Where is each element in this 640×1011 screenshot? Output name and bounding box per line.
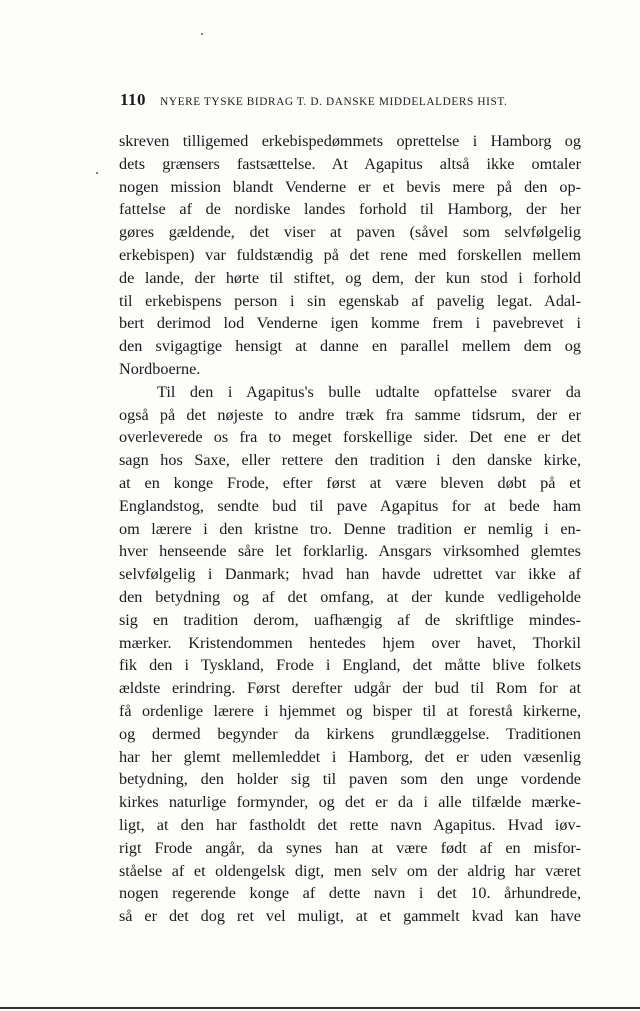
text-line: også på det nøjeste to andre træk fra samme tidsrum, der er <box>119 405 581 424</box>
paragraph <box>119 381 581 928</box>
text-line: dets grænsers fastsættelse. At Agapitus altså ikke omtaler <box>119 154 581 173</box>
running-title: NYERE TYSKE BIDRAG T. D. DANSKE MIDDELALDERS HIST. <box>160 96 508 108</box>
text-line: fik den i Tyskland, Frode i England, det måtte blive folkets <box>119 656 581 675</box>
text-line: sig en tradition derom, uafhængig af de skriftlige mindes- <box>119 610 581 629</box>
text-line: få ordenlige lærere i hjemmet og bisper til at forestå kirkerne, <box>119 701 581 720</box>
text-line: skreven tilligemed erkebispedømmets oprettelse i Hamborg og <box>119 132 581 150</box>
text-line: overleverede os fra to meget forskellige sider. Det ene er det <box>119 428 581 447</box>
text-line: og dermed begynder da kirkens grundlæggelse. Traditionen <box>119 724 581 743</box>
page-number: 110 <box>120 90 147 109</box>
text-line: de lande, der hørte til stiftet, og dem, der kun stod i forhold <box>119 268 581 287</box>
text-line: hver henseende såre let forklarlig. Ansgars virksomhed glemtes <box>119 542 581 561</box>
text-line: bert derimod lod Venderne igen komme frem i pavebrevet i <box>119 314 581 333</box>
print-speck <box>96 172 98 174</box>
text-line: om lærere i den kristne tro. Denne tradition er nemlig i en- <box>119 519 581 538</box>
text-line: den betydning og af det omfang, at der kunde vedligeholde <box>119 587 581 606</box>
scan-edge <box>0 1007 640 1009</box>
text-line: nogen mission blandt Venderne er et bevis mere på den op- <box>119 177 581 196</box>
text-line: så er det dog ret vel muligt, at et gammelt kvad kan have <box>119 907 581 926</box>
text-line: betydning, den holder sig til paven som den unge vordende <box>119 770 581 789</box>
text-line: ståelse af et oldengelsk digt, men selv om der aldrig har været <box>119 861 581 880</box>
text-line: Nordboerne. <box>119 359 201 378</box>
text-line: til erkebispens person i sin egenskab af pavelig legat. Adal- <box>119 291 581 310</box>
print-speck <box>201 33 203 35</box>
text-line: Til den i Agapitus's bulle udtalte opfattelse svarer da <box>157 382 581 401</box>
page-header <box>120 90 540 112</box>
text-line: fattelse af de nordiske landes forhold til Hamborg, der her <box>119 200 581 219</box>
text-line: sagn hos Saxe, eller rettere den tradition i den danske kirke, <box>119 451 581 470</box>
text-line: erkebispen) var fuldstændig på det rene med forskellen mellem <box>119 245 581 264</box>
body-text <box>119 130 581 928</box>
text-line: selvfølgelig i Danmark; hvad han havde udrettet var ikke af <box>119 565 581 584</box>
text-line: mærker. Kristendommen hentedes hjem over havet, Thorkil <box>119 633 581 652</box>
text-line: at en konge Frode, efter først at være bleven døbt på et <box>119 473 581 492</box>
paragraph <box>119 130 581 381</box>
text-line: ældste erindring. Først derefter udgår der bud til Rom for at <box>119 679 581 698</box>
text-line: kirkes naturlige formynder, og det er da i alle tilfælde mærke- <box>119 793 581 812</box>
text-line: Englandstog, sendte bud til pave Agapitus for at bede ham <box>119 496 581 515</box>
text-line: gøres gældende, det viser at paven (såvel som selvfølgelig <box>119 223 581 242</box>
text-line: rigt Frode angår, da synes han at være født af en misfor- <box>119 838 581 857</box>
text-line: har her glemt mellemleddet i Hamborg, det er uden væsenlig <box>119 747 581 766</box>
text-line: ligt, at den har fastholdt det rette navn Agapitus. Hvad iøv- <box>119 815 581 834</box>
text-line: den svigagtige hensigt at danne en parallel mellem dem og <box>119 337 581 356</box>
text-line: nogen regerende konge af dette navn i det 10. århundrede, <box>119 884 581 903</box>
